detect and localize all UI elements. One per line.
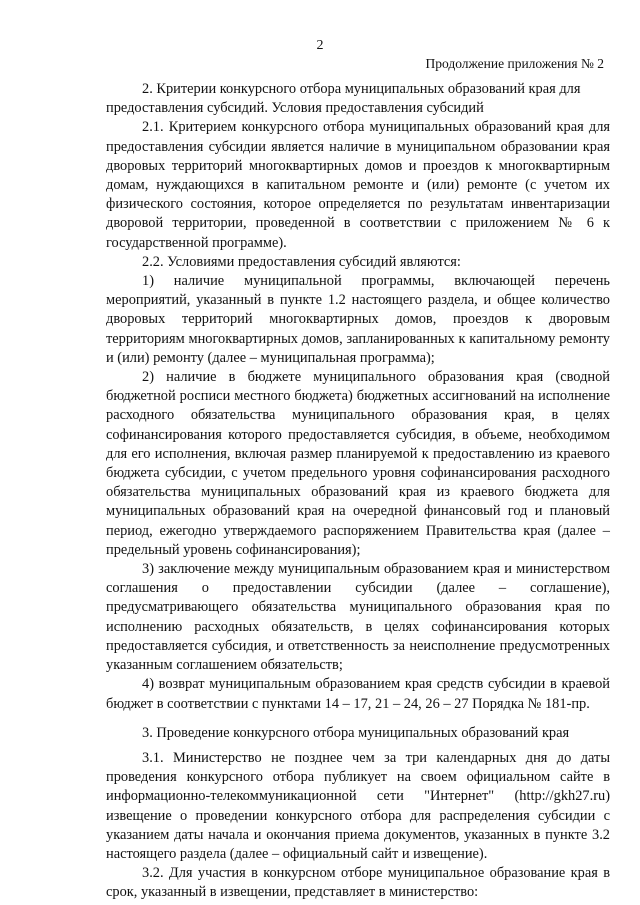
- list-item-4: 4) возврат муниципальным образованием края средств субсидии в краевой бюджет в соответствии с пунктами 14 – 17, 21 – 24, 26 – 27 Порядка № 181-пр.: [106, 676, 610, 712]
- paragraph-2-1: 2.1. Критерием конкурсного отбора муниципальных образований края для предоставления субсидии является наличие в муниципальном образовании края дворовых территорий многоквартирных домов и проездов к многоквартирным домам, нуждающихся в капитальном ремонте и (или) ремонте (с учетом их физического состояния, которое определяется по результатам инвентаризации дворовой территории, проведенной в соответствии с приложением № 6 к государственной программе).: [106, 119, 610, 251]
- paragraph-3-2: 3.2. Для участия в конкурсном отборе муниципальное образование края в срок, указанный в извещении, представляет в министерство:: [106, 865, 610, 901]
- list-item-3: 3) заключение между муниципальным образованием края и министерством соглашения о предоставлении субсидии (далее – соглашение), предусматривающего обязательства муниципального образования края по исполнению расходных обязательств, в целях софинансирования которых предоставляется субсидия, и ответственность за неисполнение предусмотренных указанным соглашением обязательств;: [106, 561, 610, 674]
- section-gap: [106, 714, 610, 724]
- section-2-heading: 2. Критерии конкурсного отбора муниципальных образований края для предоставления субсидий. Условия предоставления субсидий: [106, 81, 581, 117]
- document-body: [106, 80, 610, 903]
- page-number: 2: [316, 38, 324, 53]
- list-item-1: 1) наличие муниципальной программы, включающей перечень мероприятий, указанный в пункте 1.2 настоящего раздела, и общее количество дворовых территорий многоквартирных домов, проездов к дворовым территориям многоквартирных домов, запланированных к капитальному ремонту и (или) ремонту (далее – муниципальная программа);: [106, 273, 610, 366]
- appendix-continuation-note: Продолжение приложения № 2: [425, 56, 604, 71]
- paragraph-3-1: 3.1. Министерство не позднее чем за три календарных дня до даты проведения конкурсного отбора публикует на своем официальном сайте в информационно-телекоммуникационной сети "Интернет" (http://gkh27.ru) извещение о проведении конкурсного отбора для распределения субсидии с указанием даты начала и окончания приема документов, указанных в пункте 3.2 настоящего раздела (далее – официальный сайт и извещение).: [106, 749, 610, 862]
- section-3-heading: 3. Проведение конкурсного отбора муниципальных образований края: [142, 724, 570, 741]
- list-item-2: 2) наличие в бюджете муниципального образования края (сводной бюджетной росписи местного бюджета) бюджетных ассигнований на исполнение расходного обязательства муниципального образования края, в целях софинансирования которого предоставляется субсидия, в объеме, необходимом для его исполнения, включая размер планируемой к предоставлению из краевого бюджета субсидии, с учетом предельного уровня софинансирования расходного обязательства муниципальных образований края из краевого бюджета для муниципальных образований края на очередной финансовый год и плановый период, ежегодно утверждаемого распоряжением Правительства края (далее – предельный уровень софинансирования);: [106, 369, 610, 558]
- paragraph-2-2: 2.2. Условиями предоставления субсидий являются:: [142, 253, 461, 270]
